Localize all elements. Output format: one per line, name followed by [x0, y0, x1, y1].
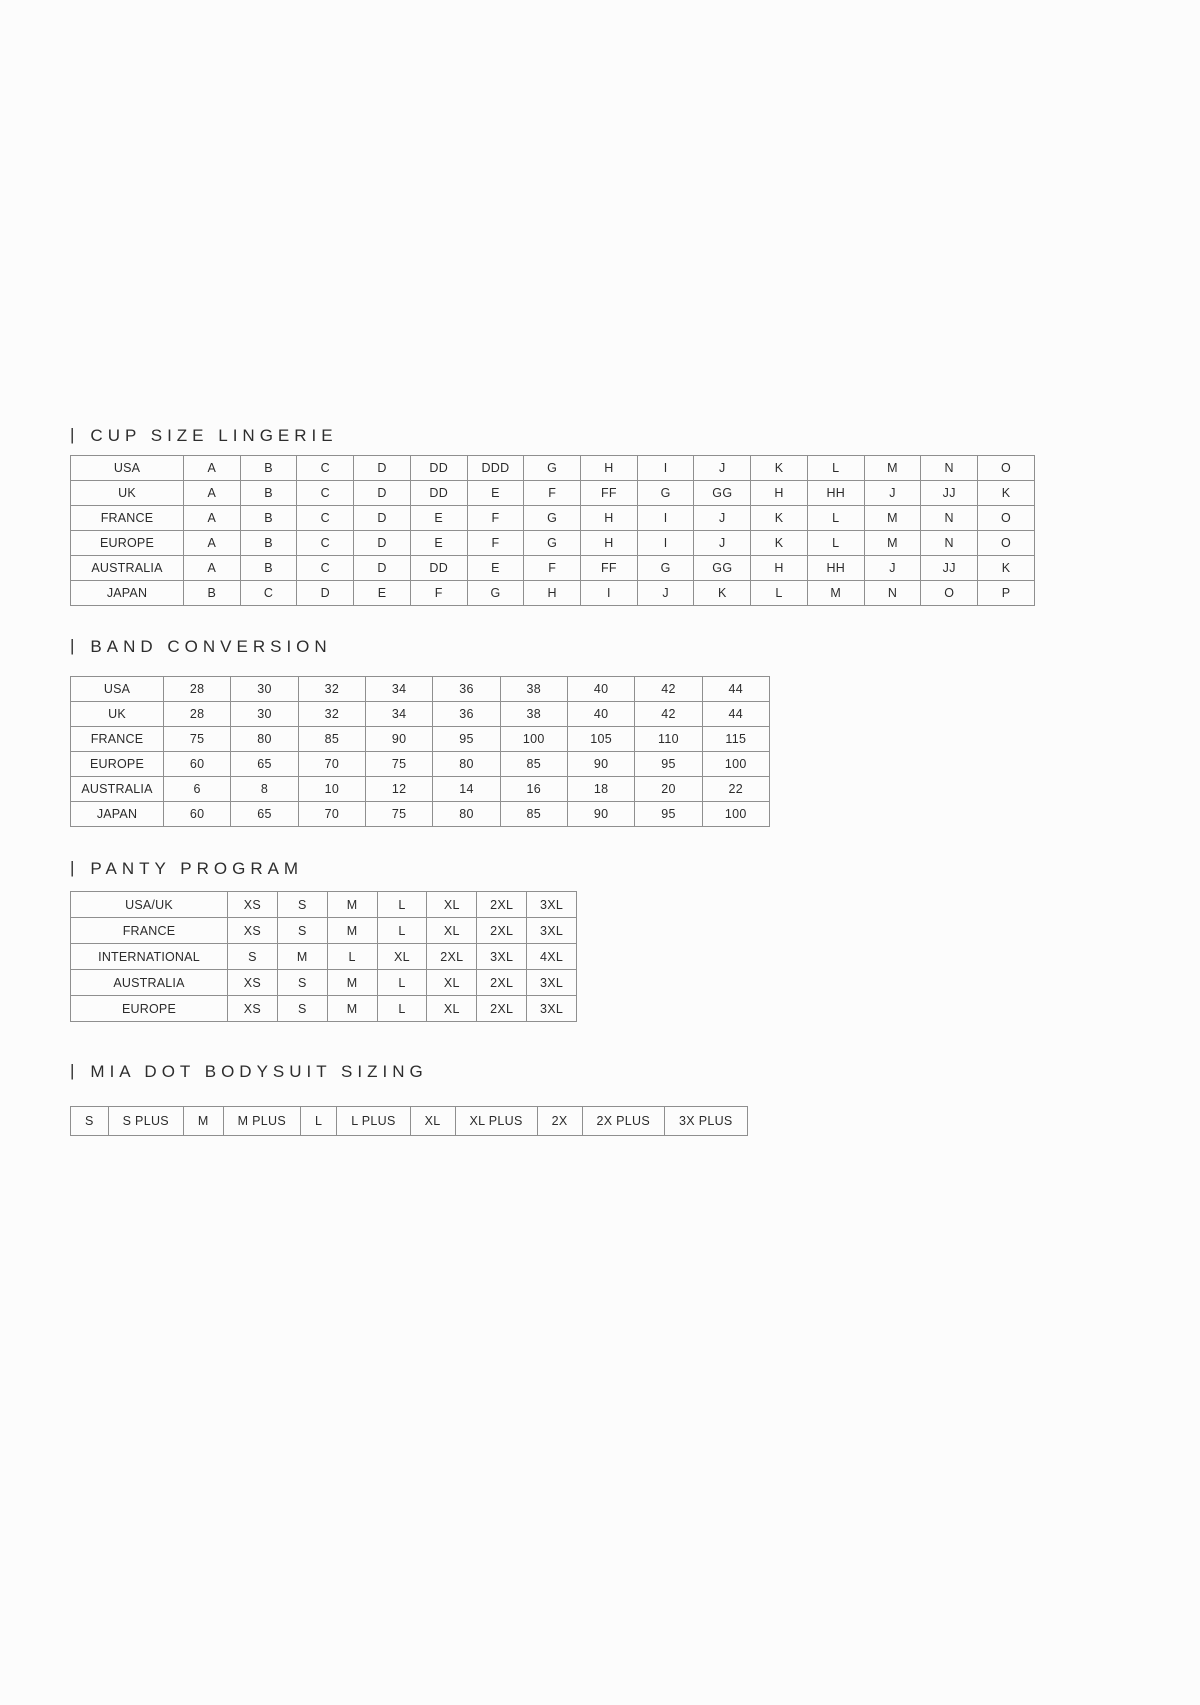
size-cell: B [240, 531, 297, 556]
size-cell: L [751, 581, 808, 606]
size-cell: N [921, 531, 978, 556]
size-cell: 95 [635, 752, 702, 777]
size-cell: XL [427, 892, 477, 918]
size-cell: S [228, 944, 278, 970]
size-cell: F [410, 581, 467, 606]
table-row [71, 752, 770, 777]
size-cell: J [864, 481, 921, 506]
size-cell: 100 [500, 727, 567, 752]
size-cell: I [581, 581, 638, 606]
size-cell: XL PLUS [455, 1107, 537, 1136]
size-cell: B [240, 481, 297, 506]
size-cell: J [637, 581, 694, 606]
size-cell: N [921, 506, 978, 531]
size-cell: XS [228, 970, 278, 996]
size-cell: 40 [567, 677, 634, 702]
size-cell: S [277, 970, 327, 996]
region-label: JAPAN [71, 581, 184, 606]
size-cell: DD [410, 456, 467, 481]
size-cell: M [864, 531, 921, 556]
size-cell: C [297, 456, 354, 481]
size-cell: M PLUS [223, 1107, 300, 1136]
size-cell: L [807, 506, 864, 531]
cup-size-lingerie-table [70, 455, 1035, 606]
size-cell: K [751, 506, 808, 531]
size-cell: A [184, 531, 241, 556]
size-cell: 30 [231, 677, 298, 702]
size-cell: M [327, 892, 377, 918]
size-cell: XL [427, 996, 477, 1022]
size-cell: 90 [365, 727, 432, 752]
size-cell: 70 [298, 802, 365, 827]
size-cell: L PLUS [337, 1107, 410, 1136]
size-cell: DDD [467, 456, 524, 481]
size-cell: 3XL [477, 944, 527, 970]
section-heading-band-conversion [70, 637, 332, 657]
size-cell: M [864, 506, 921, 531]
section-title: MIA DOT BODYSUIT SIZING [90, 1062, 428, 1081]
size-cell: 75 [365, 752, 432, 777]
size-cell: I [637, 531, 694, 556]
size-cell: GG [694, 556, 751, 581]
size-cell: O [978, 506, 1035, 531]
size-cell: 40 [567, 702, 634, 727]
size-cell: I [637, 506, 694, 531]
size-cell: 80 [433, 752, 500, 777]
size-cell: DD [410, 556, 467, 581]
size-cell: 14 [433, 777, 500, 802]
table-row [71, 996, 577, 1022]
size-cell: 3XL [527, 970, 577, 996]
size-cell: E [354, 581, 411, 606]
size-cell: 12 [365, 777, 432, 802]
size-cell: 2XL [477, 970, 527, 996]
size-cell: C [297, 481, 354, 506]
size-cell: B [184, 581, 241, 606]
size-cell: 60 [164, 752, 231, 777]
region-label: FRANCE [71, 918, 228, 944]
size-cell: HH [807, 556, 864, 581]
size-cell: S [277, 892, 327, 918]
region-label: AUSTRALIA [71, 777, 164, 802]
size-cell: 2X PLUS [582, 1107, 665, 1136]
size-cell: S PLUS [108, 1107, 183, 1136]
size-cell: 28 [164, 677, 231, 702]
size-cell: 75 [164, 727, 231, 752]
size-cell: M [327, 918, 377, 944]
size-cell: K [978, 556, 1035, 581]
size-cell: D [354, 531, 411, 556]
size-cell: FF [581, 556, 638, 581]
size-cell: C [240, 581, 297, 606]
heading-pipe-mark: | [70, 858, 75, 877]
size-cell: O [978, 531, 1035, 556]
size-cell: 44 [702, 677, 769, 702]
size-cell: F [467, 506, 524, 531]
region-label: EUROPE [71, 752, 164, 777]
region-label: EUROPE [71, 996, 228, 1022]
size-cell: B [240, 506, 297, 531]
region-label: INTERNATIONAL [71, 944, 228, 970]
size-cell: M [864, 456, 921, 481]
size-cell: 75 [365, 802, 432, 827]
size-cell: G [467, 581, 524, 606]
size-cell: XS [228, 892, 278, 918]
size-cell: 2XL [477, 892, 527, 918]
region-label: UK [71, 481, 184, 506]
size-cell: 3XL [527, 892, 577, 918]
size-cell: 20 [635, 777, 702, 802]
size-cell: 36 [433, 677, 500, 702]
size-cell: O [921, 581, 978, 606]
size-cell: 30 [231, 702, 298, 727]
region-label: EUROPE [71, 531, 184, 556]
size-cell: D [354, 481, 411, 506]
size-cell: O [978, 456, 1035, 481]
size-cell: G [524, 531, 581, 556]
table-row [71, 1107, 748, 1136]
size-cell: A [184, 506, 241, 531]
size-cell: E [410, 531, 467, 556]
size-cell: 34 [365, 677, 432, 702]
size-cell: 42 [635, 677, 702, 702]
region-label: AUSTRALIA [71, 556, 184, 581]
size-cell: S [277, 918, 327, 944]
size-cell: 105 [567, 727, 634, 752]
size-cell: M [327, 970, 377, 996]
size-cell: 95 [635, 802, 702, 827]
size-cell: D [354, 506, 411, 531]
size-cell: A [184, 456, 241, 481]
size-cell: F [467, 531, 524, 556]
size-cell: 2XL [427, 944, 477, 970]
size-cell: N [864, 581, 921, 606]
size-cell: 2XL [477, 996, 527, 1022]
size-cell: XL [427, 918, 477, 944]
size-cell: J [694, 506, 751, 531]
table-row [71, 892, 577, 918]
size-cell: XS [228, 918, 278, 944]
region-label: USA [71, 677, 164, 702]
size-cell: A [184, 481, 241, 506]
size-cell: H [751, 481, 808, 506]
size-cell: 32 [298, 677, 365, 702]
region-label: USA [71, 456, 184, 481]
size-cell: 16 [500, 777, 567, 802]
size-cell: K [978, 481, 1035, 506]
size-cell: FF [581, 481, 638, 506]
size-cell: 95 [433, 727, 500, 752]
band-conversion-table [70, 676, 770, 827]
section-title: CUP SIZE LINGERIE [90, 426, 338, 445]
size-cell: L [377, 996, 427, 1022]
size-cell: F [524, 556, 581, 581]
region-label: FRANCE [71, 506, 184, 531]
size-cell: E [467, 556, 524, 581]
size-cell: 90 [567, 752, 634, 777]
size-cell: S [71, 1107, 109, 1136]
table-row [71, 506, 1035, 531]
heading-pipe-mark: | [70, 425, 75, 444]
size-cell: H [751, 556, 808, 581]
size-cell: P [978, 581, 1035, 606]
size-cell: 32 [298, 702, 365, 727]
size-cell: 3XL [527, 918, 577, 944]
size-cell: L [300, 1107, 336, 1136]
section-heading-bodysuit-sizing [70, 1062, 428, 1082]
size-cell: 85 [500, 802, 567, 827]
size-cell: G [637, 556, 694, 581]
size-cell: 34 [365, 702, 432, 727]
size-cell: 70 [298, 752, 365, 777]
size-cell: L [807, 456, 864, 481]
size-cell: 28 [164, 702, 231, 727]
table-row [71, 802, 770, 827]
size-cell: H [581, 506, 638, 531]
size-cell: G [637, 481, 694, 506]
size-cell: 2X [537, 1107, 582, 1136]
size-cell: 22 [702, 777, 769, 802]
size-cell: C [297, 556, 354, 581]
size-cell: XL [427, 970, 477, 996]
size-cell: K [751, 531, 808, 556]
size-cell: 2XL [477, 918, 527, 944]
size-cell: L [327, 944, 377, 970]
size-cell: M [327, 996, 377, 1022]
region-label: AUSTRALIA [71, 970, 228, 996]
table-row [71, 777, 770, 802]
heading-pipe-mark: | [70, 1061, 75, 1080]
size-cell: M [277, 944, 327, 970]
size-cell: D [297, 581, 354, 606]
size-cell: D [354, 556, 411, 581]
region-label: USA/UK [71, 892, 228, 918]
table-row [71, 944, 577, 970]
size-cell: L [377, 892, 427, 918]
size-cell: F [524, 481, 581, 506]
heading-pipe-mark: | [70, 636, 75, 655]
table-row [71, 970, 577, 996]
section-title: BAND CONVERSION [90, 637, 332, 656]
size-cell: B [240, 456, 297, 481]
size-cell: 115 [702, 727, 769, 752]
size-cell: L [377, 918, 427, 944]
size-cell: J [694, 531, 751, 556]
size-cell: B [240, 556, 297, 581]
size-cell: G [524, 506, 581, 531]
size-cell: H [524, 581, 581, 606]
table-row [71, 556, 1035, 581]
size-cell: 42 [635, 702, 702, 727]
table-row [71, 727, 770, 752]
size-cell: 38 [500, 702, 567, 727]
size-cell: 44 [702, 702, 769, 727]
section-heading-cup-size [70, 426, 338, 446]
size-cell: 8 [231, 777, 298, 802]
size-cell: 80 [433, 802, 500, 827]
size-cell: 110 [635, 727, 702, 752]
size-cell: 38 [500, 677, 567, 702]
size-cell: 10 [298, 777, 365, 802]
size-cell: DD [410, 481, 467, 506]
size-cell: L [377, 970, 427, 996]
table-row [71, 481, 1035, 506]
size-cell: K [694, 581, 751, 606]
table-row [71, 456, 1035, 481]
size-cell: 90 [567, 802, 634, 827]
table-row [71, 581, 1035, 606]
region-label: FRANCE [71, 727, 164, 752]
region-label: UK [71, 702, 164, 727]
bodysuit-sizing-table [70, 1106, 748, 1136]
size-cell: 85 [298, 727, 365, 752]
size-cell: JJ [921, 556, 978, 581]
size-cell: E [410, 506, 467, 531]
size-cell: J [864, 556, 921, 581]
size-cell: 85 [500, 752, 567, 777]
table-row [71, 702, 770, 727]
size-cell: JJ [921, 481, 978, 506]
section-heading-panty-program [70, 859, 303, 879]
size-cell: J [694, 456, 751, 481]
table-row [71, 677, 770, 702]
size-cell: I [637, 456, 694, 481]
size-cell: 100 [702, 802, 769, 827]
size-cell: 4XL [527, 944, 577, 970]
size-cell: 6 [164, 777, 231, 802]
size-cell: S [277, 996, 327, 1022]
size-cell: K [751, 456, 808, 481]
size-cell: C [297, 506, 354, 531]
size-cell: XS [228, 996, 278, 1022]
size-cell: M [183, 1107, 223, 1136]
size-cell: 18 [567, 777, 634, 802]
panty-program-table [70, 891, 577, 1022]
table-row [71, 531, 1035, 556]
section-title: PANTY PROGRAM [90, 859, 304, 878]
size-cell: 65 [231, 752, 298, 777]
size-cell: 60 [164, 802, 231, 827]
size-cell: L [807, 531, 864, 556]
size-cell: G [524, 456, 581, 481]
size-cell: 100 [702, 752, 769, 777]
size-cell: A [184, 556, 241, 581]
size-cell: GG [694, 481, 751, 506]
size-cell: E [467, 481, 524, 506]
size-cell: 65 [231, 802, 298, 827]
size-cell: XL [377, 944, 427, 970]
size-cell: M [807, 581, 864, 606]
size-cell: H [581, 531, 638, 556]
size-cell: H [581, 456, 638, 481]
size-cell: 3XL [527, 996, 577, 1022]
size-cell: 36 [433, 702, 500, 727]
size-cell: HH [807, 481, 864, 506]
size-cell: D [354, 456, 411, 481]
size-cell: 3X PLUS [665, 1107, 748, 1136]
size-cell: 80 [231, 727, 298, 752]
size-cell: C [297, 531, 354, 556]
size-cell: XL [410, 1107, 455, 1136]
table-row [71, 918, 577, 944]
size-cell: N [921, 456, 978, 481]
region-label: JAPAN [71, 802, 164, 827]
